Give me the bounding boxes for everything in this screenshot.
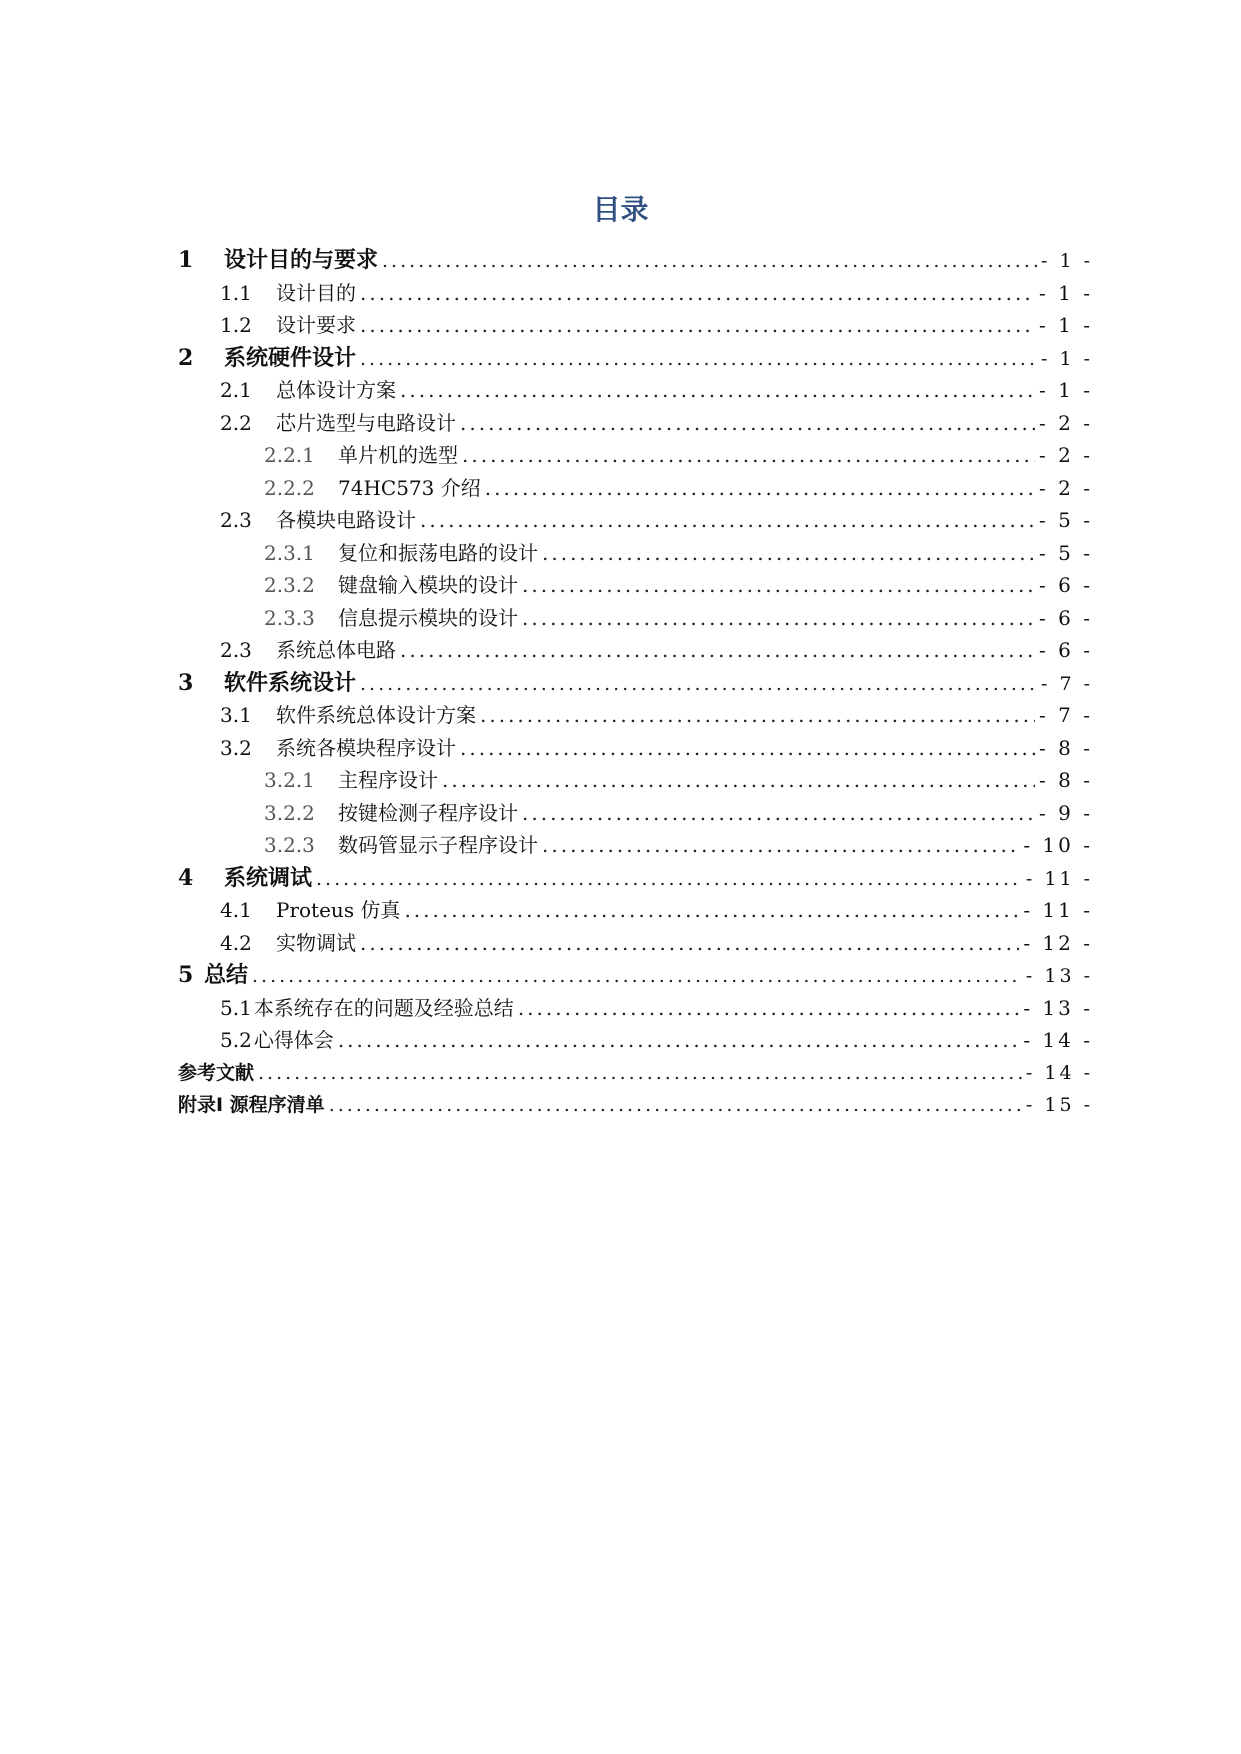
toc-leader-dots	[420, 504, 1035, 537]
toc-entry-title: 键盘输入模块的设计	[338, 573, 518, 597]
toc-entry-title: 软件系统设计	[224, 669, 357, 696]
toc-entry-title: 附录Ⅰ 源程序清单	[178, 1094, 325, 1116]
toc-entry-number: 4.2	[220, 930, 252, 955]
toc-leader-dots	[252, 960, 1022, 992]
toc-entry-page: - 13 -	[1023, 995, 1093, 1020]
toc-entry-title: 系统调试	[224, 864, 313, 891]
toc-leader-dots	[542, 537, 1035, 570]
toc-entry-number: 4	[178, 864, 194, 891]
toc-leader-dots	[404, 894, 1019, 927]
toc-entry-title: 按键检测子程序设计	[338, 800, 518, 825]
toc-entry-number: 3.2.1	[264, 768, 315, 792]
toc-leader-dots	[522, 797, 1035, 830]
toc-entry-number: 3.2.2	[264, 800, 315, 825]
toc-entry-page: - 1 -	[1040, 347, 1093, 370]
toc-entry[interactable]	[178, 1057, 1093, 1090]
toc-entry-number: 2.2	[220, 410, 252, 435]
toc-leader-dots	[258, 1057, 1022, 1090]
toc-entry-number: 2.2.1	[264, 443, 315, 467]
toc-entry[interactable]	[178, 764, 1093, 797]
toc-entry-number: 4.1	[220, 898, 252, 922]
toc-entry-page: - 13 -	[1025, 965, 1093, 987]
toc-entry-title: 实物调试	[276, 930, 356, 955]
toc-entry-page: - 12 -	[1023, 930, 1093, 955]
toc-entry[interactable]	[178, 667, 1093, 700]
toc-entry-number: 5	[178, 962, 194, 988]
toc-entry-number: 2.1	[220, 378, 252, 402]
toc-entry-page: - 14 -	[1023, 1028, 1093, 1052]
toc-leader-dots	[442, 764, 1035, 797]
toc-entry-title: 74HC573 介绍	[338, 475, 481, 500]
toc-entry-number: 2.3.1	[264, 540, 315, 565]
toc-entry[interactable]	[178, 407, 1093, 440]
toc-leader-dots	[460, 407, 1035, 440]
toc-entry-page: - 1 -	[1039, 378, 1093, 402]
toc-entry[interactable]	[178, 959, 1093, 992]
toc-leader-dots	[542, 829, 1019, 862]
toc-entry-page: - 2 -	[1039, 475, 1093, 500]
toc-leader-dots	[480, 699, 1035, 732]
toc-entry-title: 主程序设计	[338, 768, 438, 792]
toc-entry-number: 2.3.3	[264, 605, 315, 630]
toc-entry[interactable]	[178, 894, 1093, 927]
toc-entry[interactable]	[178, 537, 1093, 570]
toc-entry-page: - 1 -	[1040, 250, 1093, 272]
toc-entry[interactable]	[178, 602, 1093, 635]
toc-entry-page: - 1 -	[1039, 313, 1093, 337]
toc-entry[interactable]	[178, 829, 1093, 862]
toc-entry-number: 2.3.2	[264, 573, 315, 597]
toc-entry-number: 3	[178, 669, 194, 696]
toc-entry[interactable]	[178, 244, 1093, 277]
toc-entry-page: - 7 -	[1039, 703, 1093, 727]
toc-entry-title: 设计要求	[276, 313, 356, 337]
toc-leader-dots	[485, 472, 1035, 505]
toc-entry-title: 系统总体电路	[276, 638, 396, 662]
toc-entry-title: 信息提示模块的设计	[338, 605, 518, 630]
toc-entry[interactable]	[178, 862, 1093, 895]
toc-entry-page: - 5 -	[1039, 540, 1093, 565]
toc-entry-page: - 1 -	[1039, 280, 1093, 305]
toc-entry-title: Proteus 仿真	[276, 898, 401, 922]
toc-entry-title: 复位和振荡电路的设计	[338, 540, 538, 565]
toc-list	[178, 244, 1093, 1122]
toc-leader-dots	[400, 374, 1035, 407]
toc-entry[interactable]	[178, 699, 1093, 732]
toc-leader-dots	[360, 277, 1035, 310]
toc-entry-number: 1.1	[220, 280, 252, 305]
toc-entry-page: - 2 -	[1039, 410, 1093, 435]
toc-leader-dots	[360, 309, 1035, 342]
toc-entry-number: 3.1	[220, 703, 252, 727]
toc-entry-number: 5.2	[220, 1028, 252, 1052]
toc-entry-title: 软件系统总体设计方案	[276, 703, 476, 727]
toc-entry[interactable]	[178, 374, 1093, 407]
toc-entry-title: 总结	[204, 962, 249, 988]
toc-entry[interactable]	[178, 732, 1093, 765]
toc-entry-number: 1	[178, 247, 194, 273]
toc-leader-dots	[329, 1089, 1022, 1122]
toc-entry[interactable]	[178, 634, 1093, 667]
toc-entry-title: 参考文献	[178, 1061, 255, 1084]
toc-entry[interactable]	[178, 797, 1093, 830]
toc-entry-page: - 10 -	[1023, 833, 1093, 857]
toc-entry-title: 单片机的选型	[338, 443, 458, 467]
toc-entry-title: 总体设计方案	[276, 378, 396, 402]
toc-leader-dots	[382, 245, 1037, 277]
toc-leader-dots	[338, 1024, 1020, 1057]
toc-entry[interactable]	[178, 342, 1093, 375]
toc-entry-title: 系统各模块程序设计	[276, 735, 456, 760]
toc-entry-page: - 6 -	[1039, 605, 1093, 630]
toc-entry[interactable]	[178, 1089, 1093, 1122]
toc-entry-page: - 15 -	[1025, 1094, 1093, 1116]
toc-entry[interactable]	[178, 992, 1093, 1025]
toc-entry-number: 3.2.3	[264, 833, 315, 857]
toc-leader-dots	[460, 732, 1035, 765]
toc-entry-number: 2.3	[220, 508, 252, 532]
toc-leader-dots	[360, 668, 1037, 700]
toc-entry-number: 1.2	[220, 313, 252, 337]
toc-entry-title: 系统硬件设计	[224, 344, 357, 371]
toc-entry[interactable]	[178, 504, 1093, 537]
toc-leader-dots	[518, 992, 1020, 1025]
toc-leader-dots	[522, 569, 1035, 602]
toc-entry-number: 2	[178, 344, 194, 371]
toc-entry[interactable]	[178, 439, 1093, 472]
toc-entry[interactable]	[178, 309, 1093, 342]
toc-entry-title: 各模块电路设计	[276, 508, 416, 532]
toc-leader-dots	[400, 634, 1035, 667]
toc-entry-title: 数码管显示子程序设计	[338, 833, 538, 857]
toc-entry-title: 本系统存在的问题及经验总结	[253, 995, 514, 1020]
toc-entry-title: 设计目的	[276, 280, 356, 305]
toc-entry[interactable]	[178, 569, 1093, 602]
toc-entry-page: - 14 -	[1025, 1061, 1093, 1084]
toc-entry-title: 设计目的与要求	[224, 247, 379, 273]
toc-entry-page: - 7 -	[1040, 672, 1093, 695]
toc-entry-number: 3.2	[220, 735, 252, 760]
toc-leader-dots	[316, 863, 1022, 895]
toc-leader-dots	[462, 439, 1035, 472]
toc-entry-page: - 11 -	[1025, 867, 1093, 890]
toc-entry-page: - 6 -	[1039, 638, 1093, 662]
toc-entry-number: 2.2.2	[264, 475, 315, 500]
toc-entry-page: - 8 -	[1039, 768, 1093, 792]
toc-title: 目录	[592, 193, 649, 226]
toc-entry-page: - 6 -	[1039, 573, 1093, 597]
toc-entry[interactable]	[178, 472, 1093, 505]
toc-entry[interactable]	[178, 1024, 1093, 1057]
toc-entry[interactable]	[178, 277, 1093, 310]
toc-entry-number: 2.3	[220, 638, 252, 662]
toc-entry-page: - 11 -	[1023, 898, 1093, 922]
toc-entry[interactable]	[178, 927, 1093, 960]
toc-leader-dots	[360, 343, 1037, 375]
toc-entry-title: 芯片选型与电路设计	[276, 410, 456, 435]
toc-entry-title: 心得体会	[253, 1028, 334, 1052]
toc-entry-page: - 5 -	[1039, 508, 1093, 532]
toc-leader-dots	[522, 602, 1035, 635]
toc-entry-number: 5.1	[220, 995, 252, 1020]
toc-entry-page: - 9 -	[1039, 800, 1093, 825]
toc-entry-page: - 8 -	[1039, 735, 1093, 760]
toc-leader-dots	[360, 927, 1019, 960]
toc-entry-page: - 2 -	[1039, 443, 1093, 467]
